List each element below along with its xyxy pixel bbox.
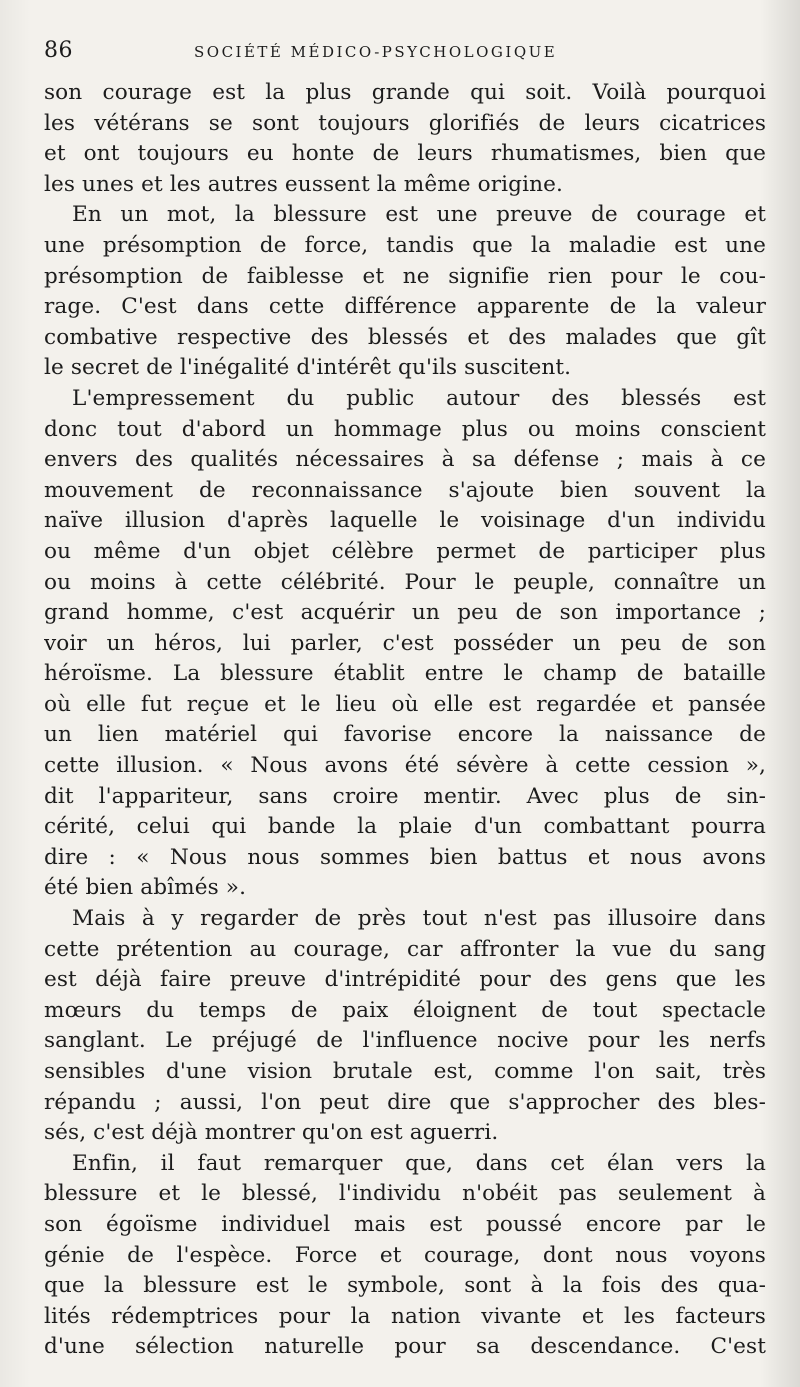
text-line: et ont toujours eu honte de leurs rhumatismes, bien que	[44, 141, 766, 167]
text-line: lités rédemptrices pour la nation vivante et les facteurs	[44, 1303, 766, 1329]
text-line: cette prétention au courage, car affronter la vue du sang	[44, 936, 766, 962]
text-line: rage. C'est dans cette différence apparente de la valeur	[44, 294, 766, 320]
text-line: envers des qualités nécessaires à sa défense ; mais à ce	[44, 447, 766, 473]
text-line: les unes et les autres eussent la même origine.	[44, 171, 563, 197]
text-line: son courage est la plus grande qui soit. Voilà pourquoi	[44, 80, 766, 105]
text-line: naïve illusion d'après laquelle le voisinage d'un individu	[44, 508, 766, 534]
text-line: blessure et le blessé, l'individu n'obéit pas seulement à	[44, 1181, 766, 1207]
text-line: son égoïsme individuel mais est poussé encore par le	[44, 1211, 766, 1237]
text-line: ou moins à cette célébrité. Pour le peuple, connaître un	[44, 569, 766, 595]
text-line: cérité, celui qui bande la plaie d'un combattant pourra	[44, 814, 766, 840]
text-line: le secret de l'inégalité d'intérêt qu'ils suscitent.	[44, 355, 572, 381]
text-line: mœurs du temps de paix éloignent de tout spectacle	[44, 997, 766, 1023]
text-line: mouvement de reconnaissance s'ajoute bien souvent la	[44, 477, 766, 503]
text-line: cette illusion. « Nous avons été sévère à cette cession »,	[44, 753, 766, 779]
text-line: L'empressement du public autour des blessés est	[72, 385, 766, 411]
text-line: Enfin, il faut remarquer que, dans cet élan vers la	[72, 1150, 766, 1176]
text-line: d'une sélection naturelle pour sa descendance. C'est	[44, 1334, 766, 1360]
text-line: un lien matériel qui favorise encore la naissance de	[44, 722, 766, 748]
text-line: une présomption de force, tandis que la maladie est une	[44, 232, 766, 258]
running-title: SOCIÉTÉ MÉDICO-PSYCHOLOGIQUE	[194, 43, 558, 61]
text-line: été bien abîmés ».	[44, 875, 247, 901]
text-line: donc tout d'abord un hommage plus ou moins conscient	[44, 416, 766, 442]
text-line: génie de l'espèce. Force et courage, dont nous voyons	[44, 1242, 766, 1268]
text-line: que la blessure est le symbole, sont à la fois des qua-	[44, 1273, 766, 1299]
text-line: héroïsme. La blessure établit entre le champ de bataille	[44, 661, 766, 687]
page-header	[44, 38, 766, 78]
text-line: dit l'appariteur, sans croire mentir. Avec plus de sin-	[44, 783, 766, 809]
text-line: Mais à y regarder de près tout n'est pas illusoire dans	[72, 906, 766, 932]
text-line: sensibles d'une vision brutale est, comme l'on sait, très	[44, 1059, 766, 1084]
text-line: En un mot, la blessure est une preuve de courage et	[72, 202, 766, 228]
text-line: sanglant. Le préjugé de l'influence nocive pour les nerfs	[44, 1028, 766, 1054]
text-line: ou même d'un objet célèbre permet de participer plus	[44, 538, 766, 564]
text-line: où elle fut reçue et le lieu où elle est regardée et pansée	[44, 691, 766, 717]
text-line: les vétérans se sont toujours glorifiés de leurs cicatrices	[44, 110, 766, 136]
text-line: dire : « Nous nous sommes bien battus et nous avons	[44, 844, 766, 870]
text-line: sés, c'est déjà montrer qu'on est aguerri.	[44, 1120, 499, 1146]
text-line: grand homme, c'est acquérir un peu de son importance ;	[44, 600, 766, 626]
text-line: voir un héros, lui parler, c'est posséder un peu de son	[44, 630, 766, 656]
text-line: répandu ; aussi, l'on peut dire que s'approcher des bles-	[44, 1089, 766, 1115]
text-line: est déjà faire preuve d'intrépidité pour des gens que les	[44, 967, 766, 993]
text-line: combative respective des blessés et des malades que gît	[44, 324, 766, 350]
text-line: présomption de faiblesse et ne signifie rien pour le cou-	[44, 263, 766, 289]
page-number: 86	[44, 38, 73, 63]
body-text	[44, 78, 766, 1363]
